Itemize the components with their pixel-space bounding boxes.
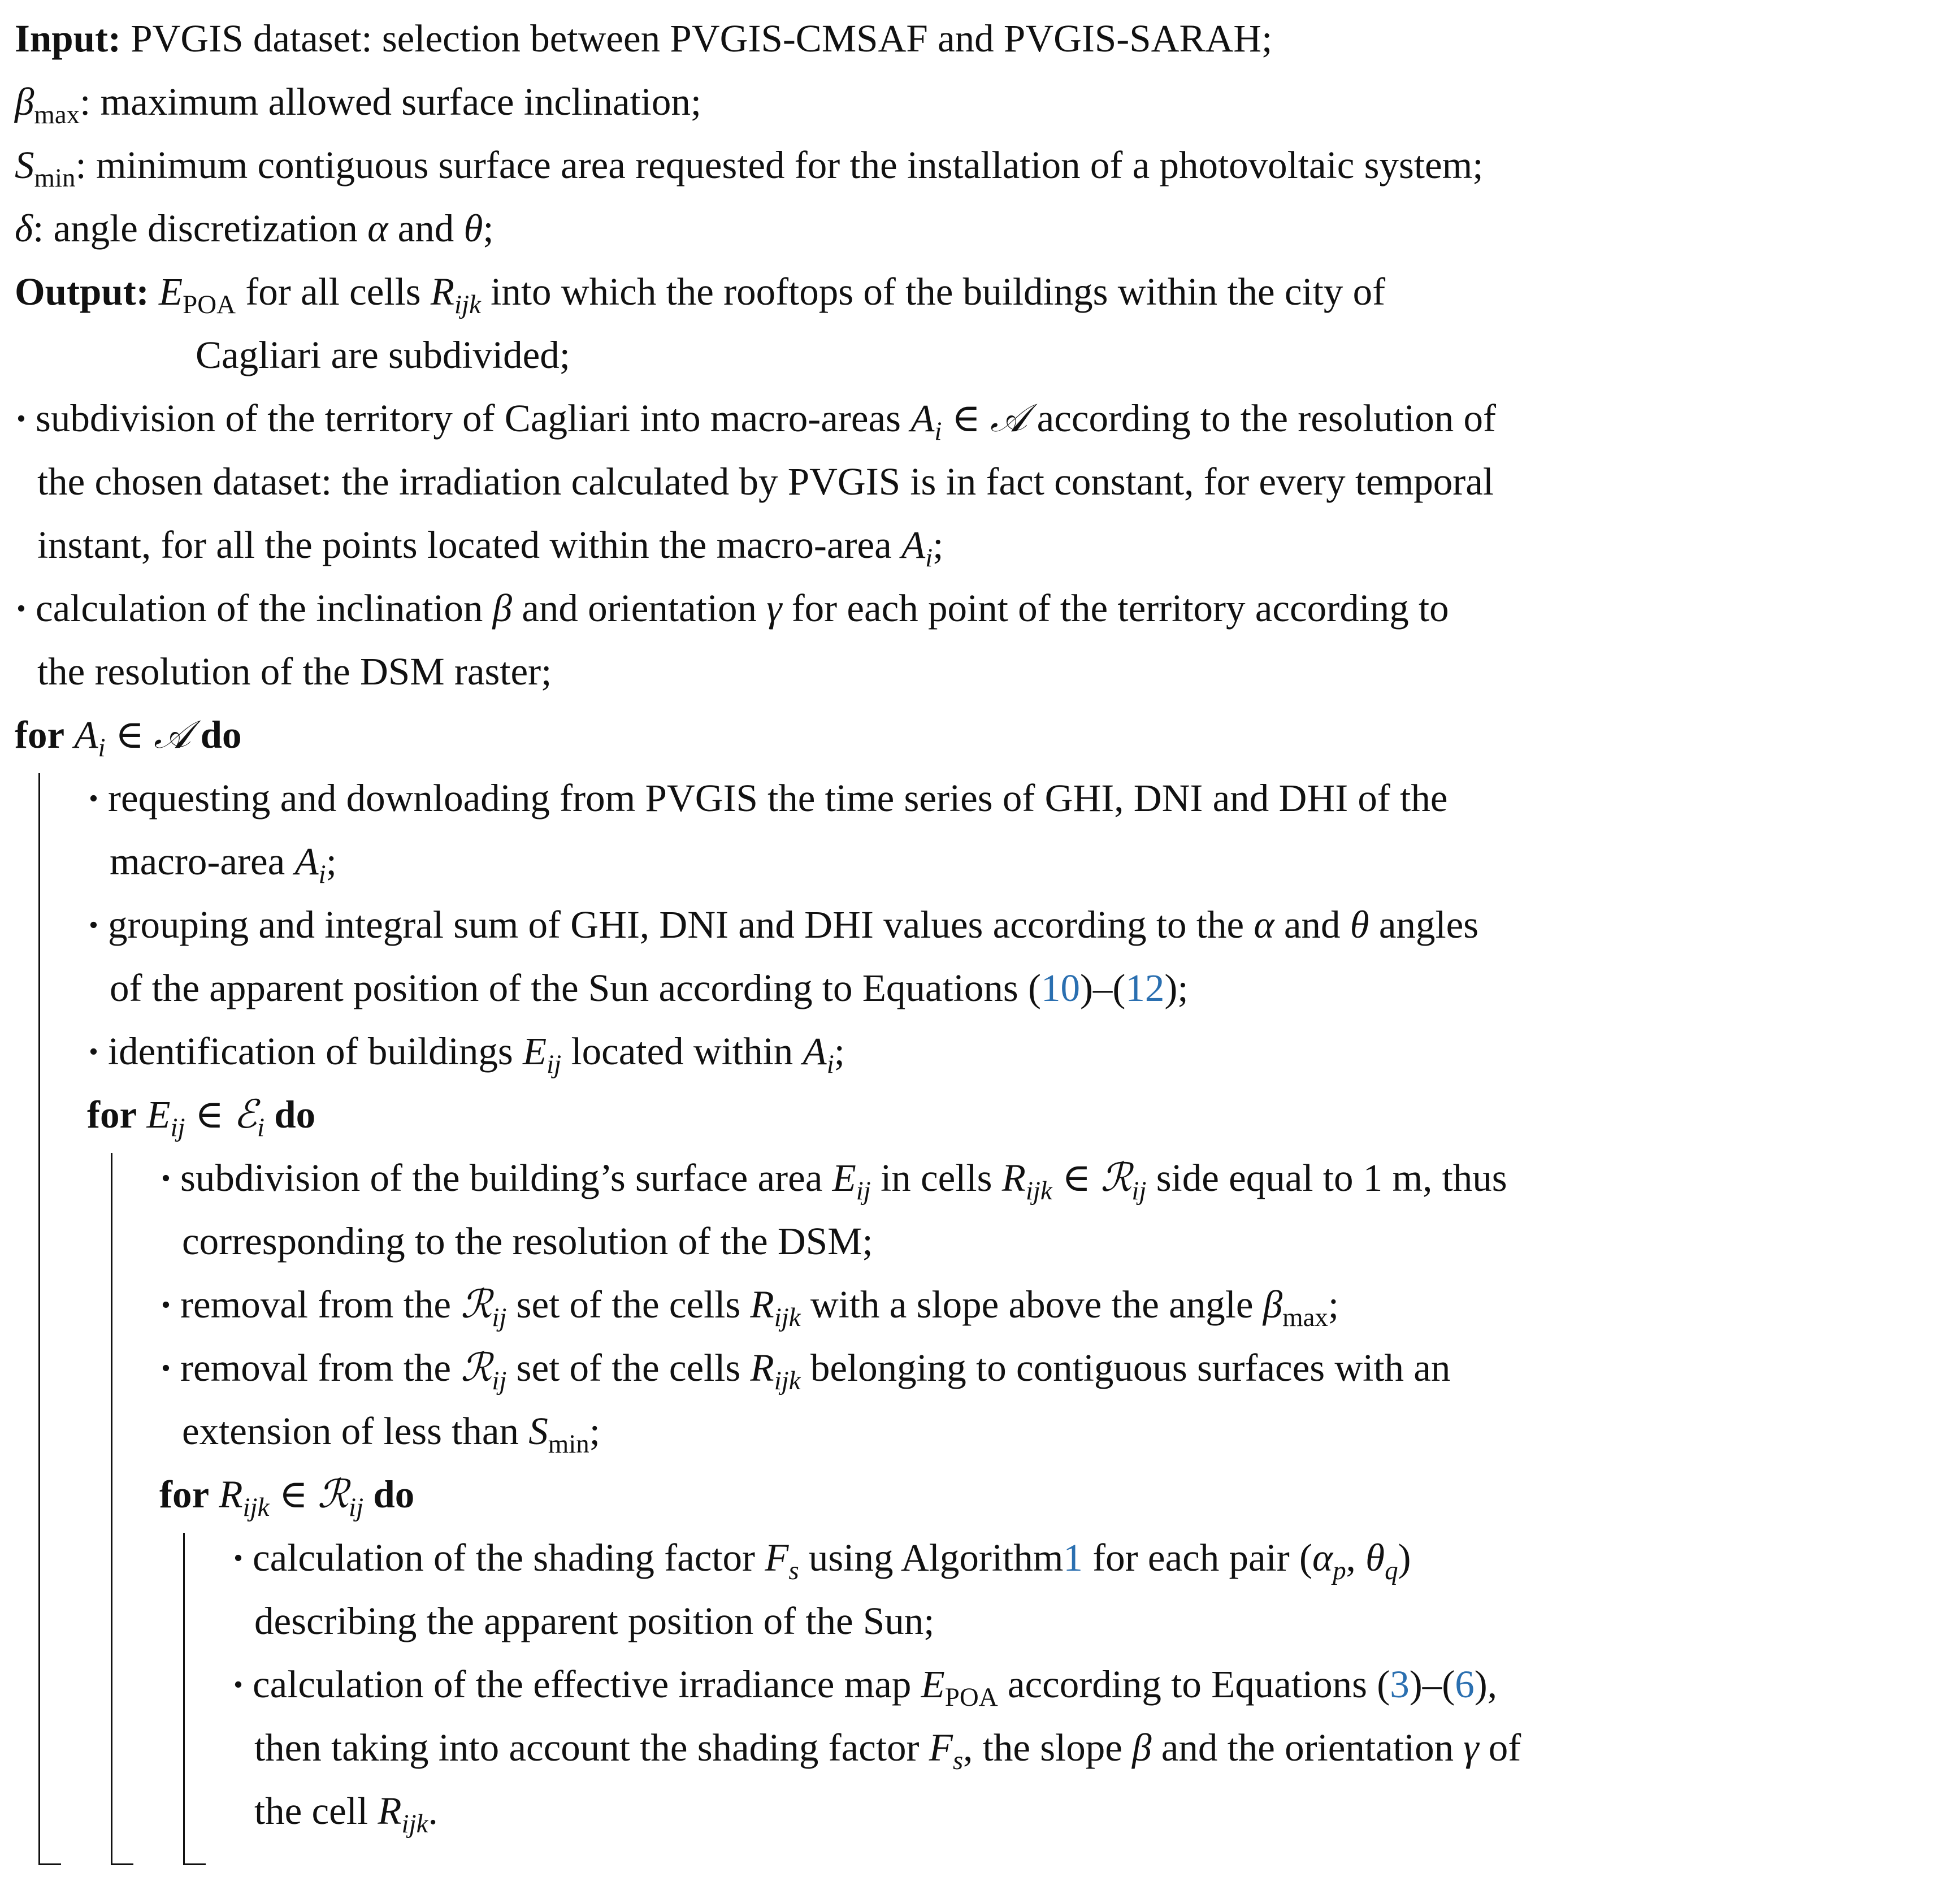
loop-macro-areas-body: · requesting and downloading from PVGIS the time series of GHI, DNI and DHI of the macro-area $A_i$; · grouping and integral sum of GHI, DNI and DHI values according to the α and θ angles of the apparent position of the Sun according to Equations (10)–(12); · identification of buildings $E_{ij}$ located within $A_i$; for $E_{ij}$ ∈ ℰ$_i$ do · subdivision of the building’s surface area $E_{ij}$ in cells $R_{ijk}$ ∈ ℛ$_{ij}$ side equal to 1 m, thus corresponding to the resolution of the DSM; · removal from the ℛ$_{ij}$ set of the cells $R_{ijk}$ with a slope above the angle $\beta_{max}$; · removal from the ℛ$_{ij}$ set of the cells $R_{ijk}$ belonging to contiguous surfaces with an extension of less than $S_{min}$; for $R_{ijk}$ ∈ ℛ$_{ij}$ do · calculation of the shading factor $F_s$ using Algorithm1 for each pair ($\alpha_p$, $\theta_q$) describing the apparent position of the Sun; · calculation of the effective irradiance map $E_{POA}$ according to Equations (3)–(6), then taking into account the shading factor $F_s$, the slope β and the orientation γ of the cell $R_{ijk}$. [15,766,1942,1843]
equation-ref-3[interactable]: 3 [1390,1663,1410,1706]
output-line: Output: $E_{POA}$ for all cells $R_{ijk}$ into which the rooftops of the buildings within the city of [15,270,1386,319]
loop-macro-areas: for $A_i$ ∈ 𝒜 do [15,712,242,762]
step-subdivision: · subdivision of the territory of Cagliari into macro-areas $A_i$ ∈ 𝒜 according to the resolution of [15,396,1496,446]
loop-cells: for $R_{ijk}$ ∈ ℛ$_{ij}$ do [159,1472,415,1522]
loop-buildings: for $E_{ij}$ ∈ ℰ$_i$ do [87,1092,316,1142]
loop-cells-body: · calculation of the shading factor $F_s$ using Algorithm1 for each pair ($\alpha_p$, $\theta_q$) describing the apparent position of the Sun; · calculation of the effective irradiance map $E_{POA}$ according to Equations (3)–(6), then taking into account the shading factor $F_s$, the slope β and the orientation γ of the cell $R_{ijk}$. [159,1526,1942,1843]
delta-line: δ: angle discretization α and θ; [15,207,494,250]
output-continuation: Cagliari are subdivided; [196,333,570,376]
equation-ref-12[interactable]: 12 [1125,966,1165,1009]
algorithm-ref-1[interactable]: 1 [1063,1536,1083,1579]
input-line: Input: PVGIS dataset: selection between PVGIS-CMSAF and PVGIS-SARAH; [15,17,1273,60]
equation-ref-6[interactable]: 6 [1455,1663,1475,1706]
algorithm-block: Input: PVGIS dataset: selection between PVGIS-CMSAF and PVGIS-SARAH; $\beta_{max}$: maximum allowed surface inclination; $S_{min}$: minimum contiguous surface area requested for the installation of a photovoltaic system; δ: angle discretization α and θ; Output: $E_{POA}$ for all cells $R_{ijk}$ into which the rooftops of the buildings within the city of Cagliari are subdivided; · subdivision of the territory of Cagliari into macro-areas $A_i$ ∈ 𝒜 according to the resolution of the chosen dataset: the irradiation calculated by PVGIS is in fact constant, for every temporal instant, for all the points located within the macro-area $A_i$; · calculation of the inclination β and orientation γ for each point of the territory according to the resolution of the DSM raster; for $A_i$ ∈ 𝒜 do · requesting and downloading from PVGIS the time series of GHI, DNI and DHI of the macro-area $A_i$; · grouping and integral sum of GHI, DNI and DHI values according to the α and θ angles of the apparent position of the Sun according to Equations (10)–(12); · identification of buildings $E_{ij}$ located within $A_i$; for $E_{ij}$ ∈ ℰ$_i$ do · subdivision of the building’s surface area $E_{ij}$ in cells $R_{ijk}$ ∈ ℛ$_{ij}$ side equal to 1 m, thus corresponding to the resolution of the DSM; · removal from the ℛ$_{ij}$ set of the cells $R_{ijk}$ with a slope above the angle $\beta_{max}$; · removal from the ℛ$_{ij}$ set of the cells $R_{ijk}$ belonging to contiguous surfaces with an extension of less than $S_{min}$; for $R_{ijk}$ ∈ ℛ$_{ij}$ do · calculation of the shading factor $F_s$ using Algorithm1 for each pair ($\alpha_p$, $\theta_q$) describing the apparent position of the Sun; · calculation of the effective irradiance map $E_{POA}$ according to Equations (3)–(6), then taking into account the shading factor $F_s$, the slope β and the orientation γ of the cell $R_{ijk}$. [15,7,1942,1843]
s-min-line: $S_{min}$: minimum contiguous surface area requested for the installation of a photovoltaic system; [15,144,1484,193]
beta-max-line: $\beta_{max}$: maximum allowed surface inclination; [15,80,701,129]
equation-ref-10[interactable]: 10 [1040,966,1080,1009]
step-inclination: · calculation of the inclination β and orientation γ for each point of the territory according to [15,587,1449,630]
loop-buildings-body: · subdivision of the building’s surface area $E_{ij}$ in cells $R_{ijk}$ ∈ ℛ$_{ij}$ side equal to 1 m, thus corresponding to the resolution of the DSM; · removal from the ℛ$_{ij}$ set of the cells $R_{ijk}$ with a slope above the angle $\beta_{max}$; · removal from the ℛ$_{ij}$ set of the cells $R_{ijk}$ belonging to contiguous surfaces with an extension of less than $S_{min}$; for $R_{ijk}$ ∈ ℛ$_{ij}$ do · calculation of the shading factor $F_s$ using Algorithm1 for each pair ($\alpha_p$, $\theta_q$) describing the apparent position of the Sun; · calculation of the effective irradiance map $E_{POA}$ according to Equations (3)–(6), then taking into account the shading factor $F_s$, the slope β and the orientation γ of the cell $R_{ijk}$. [87,1146,1942,1843]
